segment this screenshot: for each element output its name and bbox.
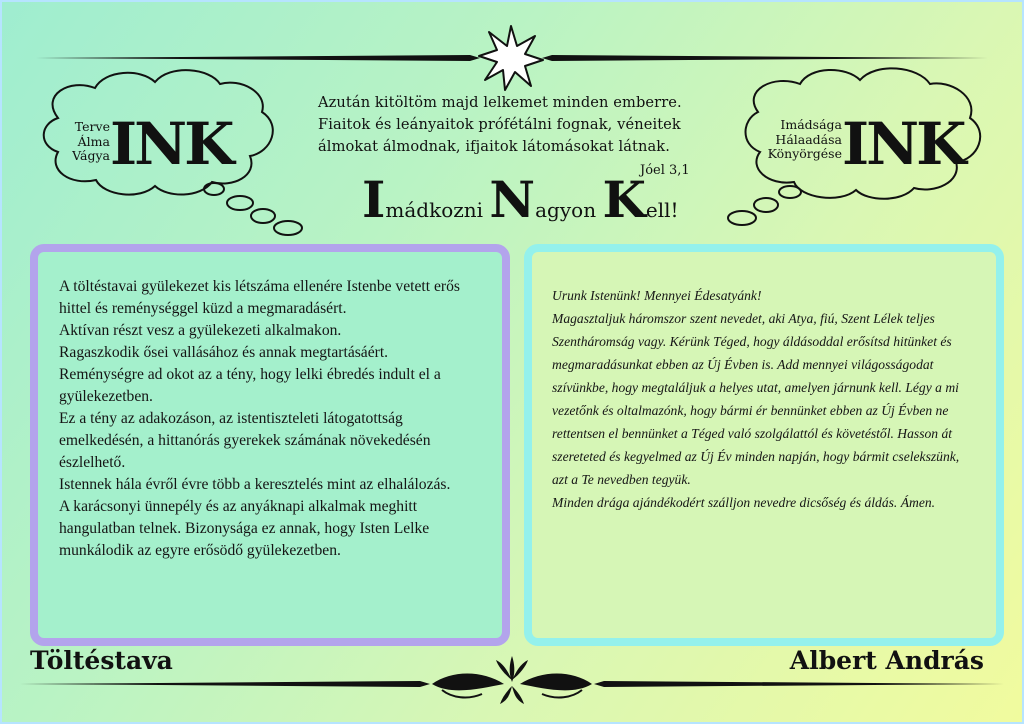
motto-initial: I bbox=[362, 170, 386, 229]
verse-line: Azután kitöltöm majd lelkemet minden emberre. bbox=[318, 94, 682, 111]
bottom-rule-left bbox=[20, 681, 430, 687]
left-paragraph: Istennek hála évről évre több a keresztelés mint az elhalálozás. bbox=[59, 476, 451, 493]
bottom-rule-right bbox=[594, 681, 1004, 687]
footer-author: Albert András bbox=[789, 646, 984, 675]
cloud-word: Könyörgése bbox=[767, 146, 842, 161]
right-cloud-words bbox=[756, 118, 842, 162]
prayer-paragraph: Magasztaljuk háromszor szent nevedet, aki Atya, fiú, Szent Lélek teljes Szentháromság vagy. Kérünk Téged, hogy áldásoddal erősítsd hitünket és megmaradásunkat ebben az Új Évben is. Add mennyei világosságodat szívünkbe, hogy megtaláljuk a helyes utat, amelyen járnunk kell. Légy a mi vezetőnk és oltalmazónk, hogy bármi ér bennünket ebben az Új Évben ne rettentsen el bennünket a Téged való szolgálattól és követéstől. Hasson át szereteted és kegyelmed az Új Év minden napján, hogy bármit cselekszünk, azt a Te nevedben tegyük. bbox=[552, 311, 960, 487]
left-paragraph: Ez a tény az adakozáson, az istentiszteleti látogatottság emelkedésén, a hittanórás gyerekek számának növekedésén észlelhető. bbox=[59, 410, 431, 471]
prayer-paragraph: Minden drága ajándékodért szálljon nevedre dicsőség és áldás. Ámen. bbox=[552, 495, 936, 510]
left-cloud-words bbox=[58, 120, 110, 164]
right-cloud-ink: INK bbox=[842, 110, 964, 178]
left-box-text bbox=[59, 276, 479, 562]
cloud-word: Terve bbox=[74, 119, 110, 134]
verse-line: álmokat álmodnak, ifjaitok látomásokat látnak. bbox=[318, 138, 670, 155]
cloud-word: Vágya bbox=[72, 148, 110, 163]
motto-initial: N bbox=[489, 170, 536, 229]
footer-place: Töltéstava bbox=[30, 646, 173, 675]
cloud-word: Álma bbox=[77, 133, 110, 149]
verse-reference: Jóel 3,1 bbox=[640, 163, 690, 178]
motto-word: agyon bbox=[535, 198, 603, 222]
verse-line: Fiaitok és leányaitok prófétálni fognak, véneitek bbox=[318, 116, 681, 133]
motto bbox=[362, 172, 679, 232]
motto-word: mádkozni bbox=[385, 198, 490, 222]
left-cloud-ink: INK bbox=[110, 110, 232, 178]
motto-word: ell! bbox=[645, 198, 679, 222]
left-paragraph: Reménységre ad okot az a tény, hogy lelki ébredés indult el a gyülekezetben. bbox=[59, 366, 441, 405]
bible-verse bbox=[318, 92, 710, 158]
star-icon bbox=[479, 26, 543, 90]
left-paragraph: Ragaszkodik ősei vallásához és annak megtartásáért. bbox=[59, 344, 389, 361]
cloud-word: Hálaadása bbox=[775, 131, 842, 147]
top-rule-right bbox=[542, 55, 988, 61]
prayer-paragraph: Urunk Istenünk! Mennyei Édesatyánk! bbox=[552, 288, 762, 303]
left-paragraph: Aktívan részt vesz a gyülekezeti alkalmakon. bbox=[59, 322, 342, 339]
top-rule-left bbox=[36, 55, 480, 61]
motto-initial: K bbox=[602, 170, 646, 229]
cloud-word: Imádsága bbox=[780, 117, 842, 132]
right-box-text bbox=[552, 284, 968, 514]
left-paragraph: A karácsonyi ünnepély és az anyáknapi alkalmak meghitt hangulatban telnek. Bizonysága ez annak, hogy Isten Lelke munkálodik az egyre erősödő gyülekezetben. bbox=[59, 498, 430, 559]
left-paragraph: A töltéstavai gyülekezet kis létszáma ellenére Istenbe vetett erős hittel és reménységgel küzd a megmaradásért. bbox=[59, 278, 460, 317]
leaf-ornament-icon bbox=[432, 656, 592, 704]
